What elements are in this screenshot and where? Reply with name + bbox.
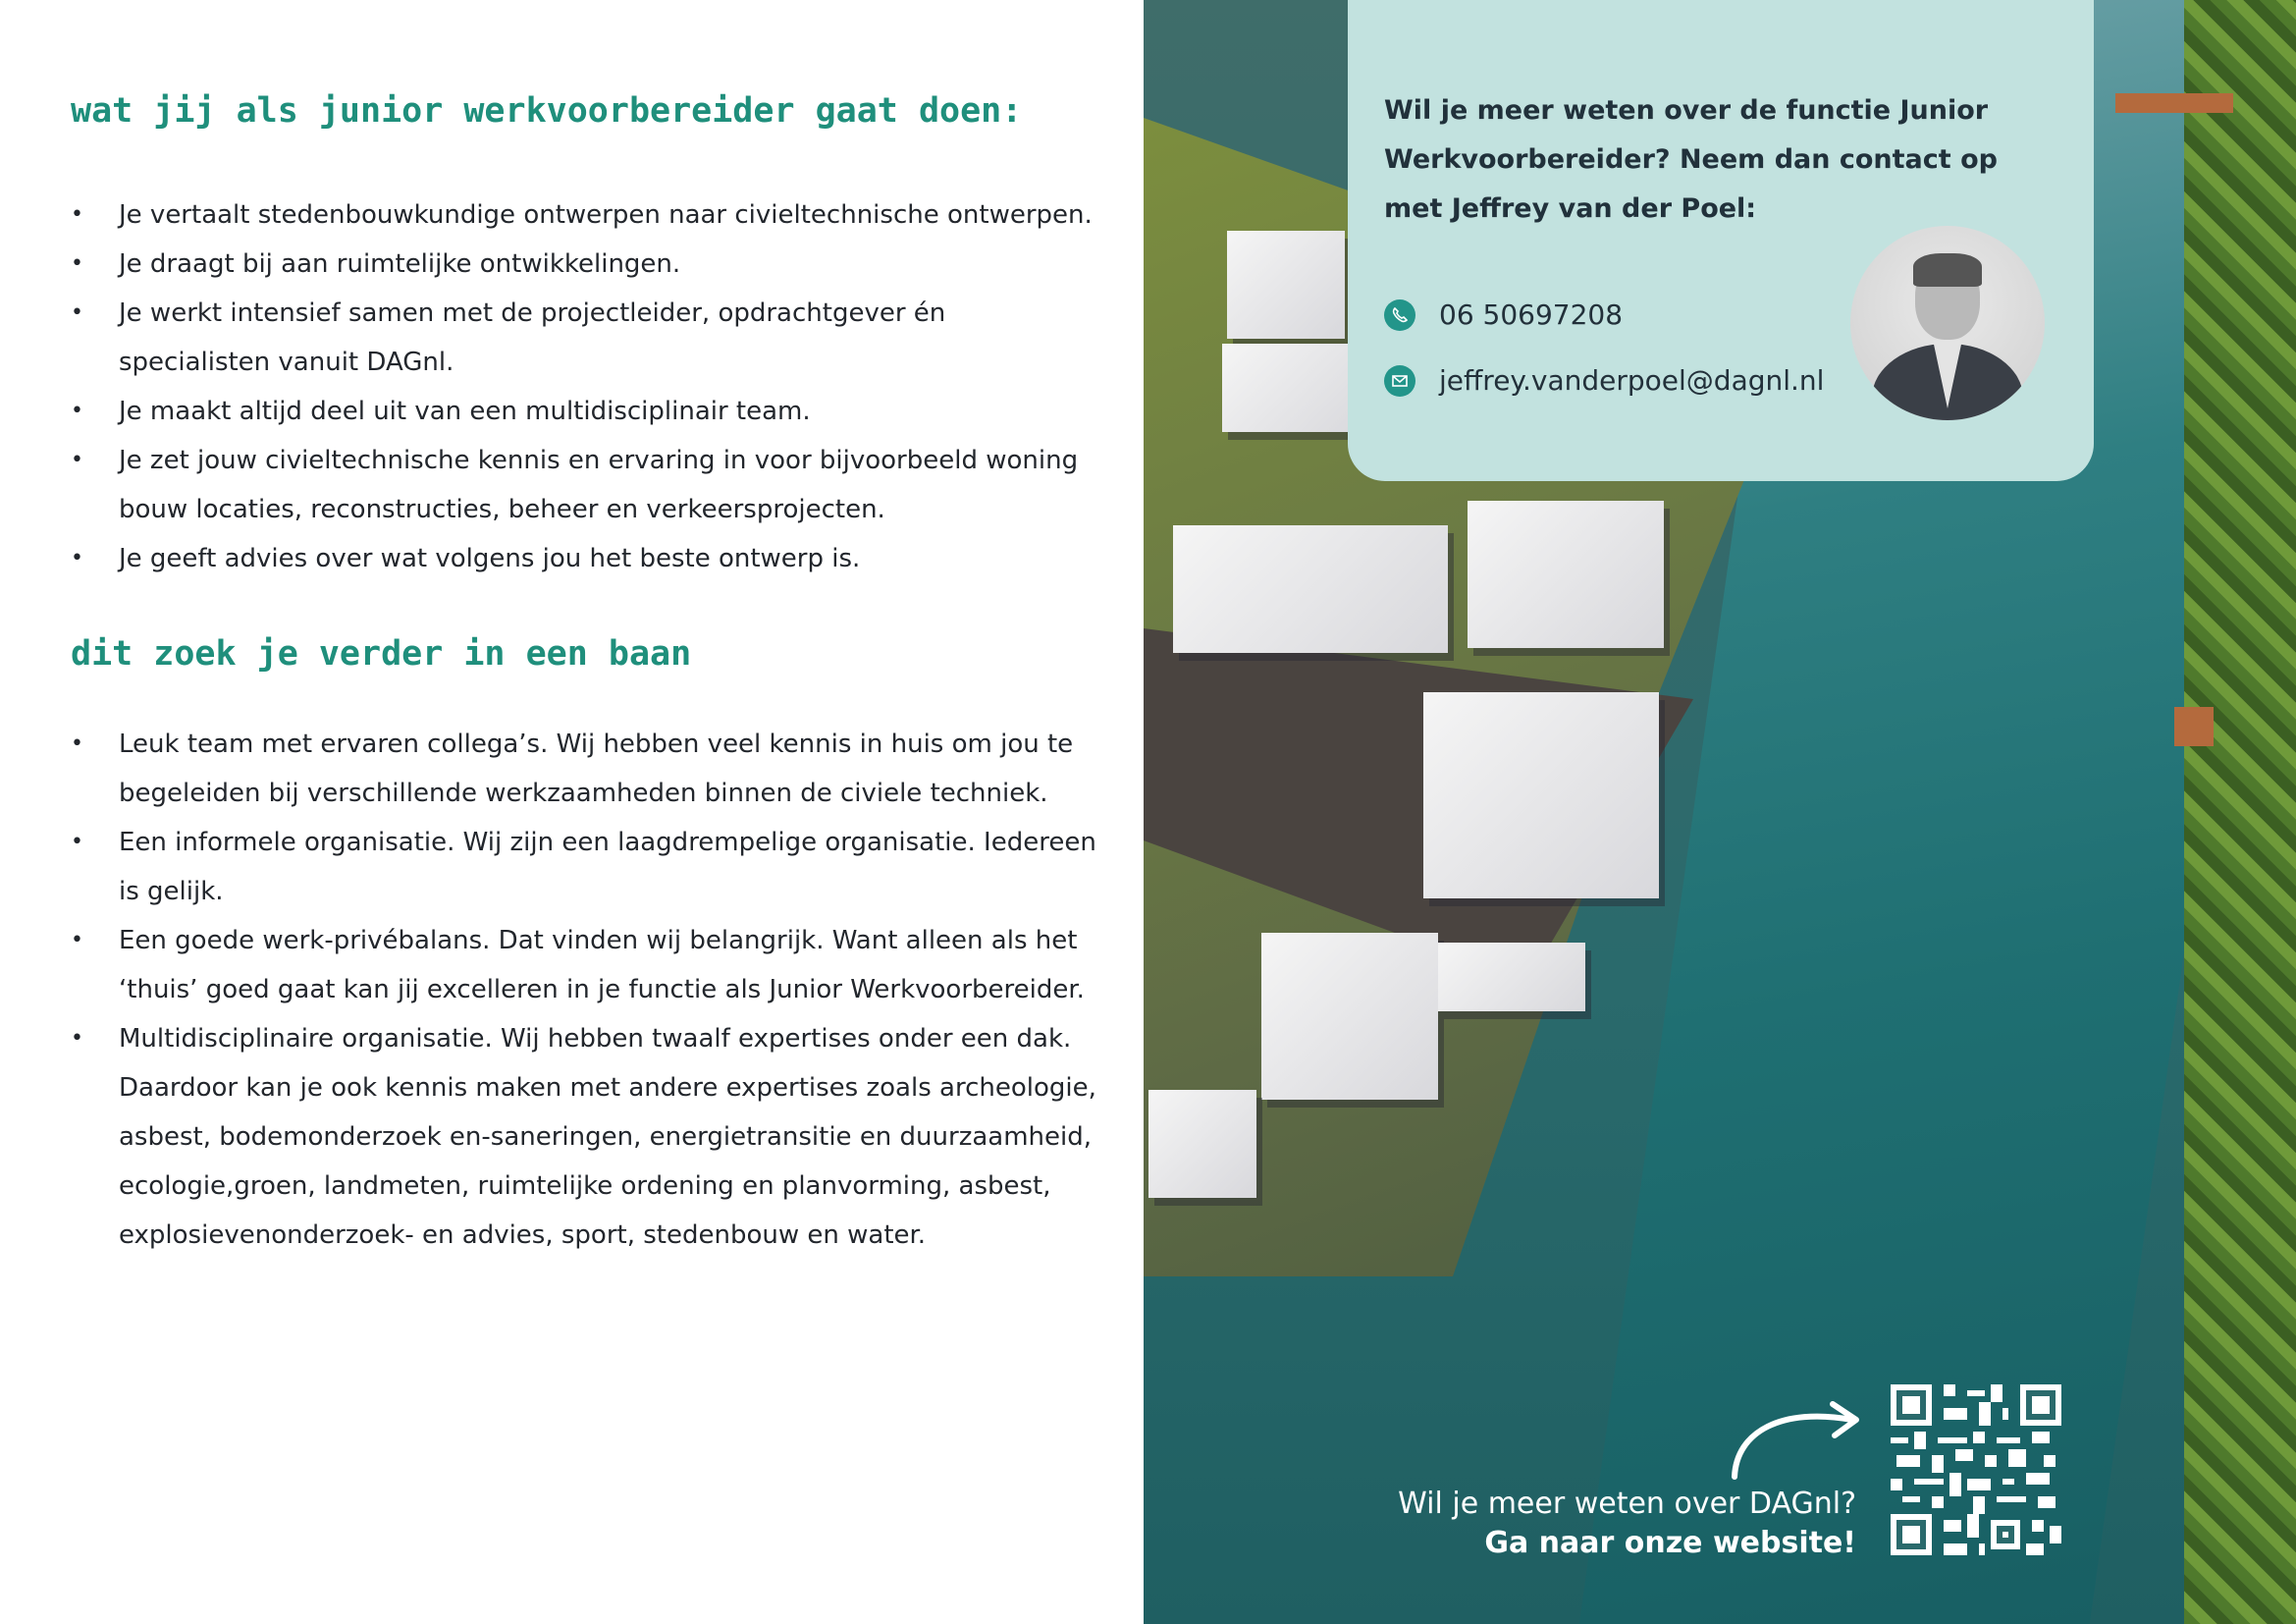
bullet: • xyxy=(71,546,83,570)
bullet: • xyxy=(71,928,83,952)
promo-cta[interactable]: Ga naar onze website! xyxy=(1484,1526,1856,1560)
list-item: • Je werkt intensief samen met de projectleider, opdrachtgever én specialisten vanuit DAGnl. xyxy=(71,289,1101,387)
tasks-list xyxy=(71,190,1101,583)
wishes-heading: dit zoek je verder in een baan xyxy=(71,634,692,674)
list-item: • Je zet jouw civieltechnische kennis en ervaring in voor bijvoorbeeld woning bouw locaties, reconstructies, beheer en verkeersprojecten. xyxy=(71,436,1101,534)
building xyxy=(1148,1090,1256,1198)
list-item: • Een goede werk-privébalans. Dat vinden wij belangrijk. Want alleen als het ‘thuis’ goed gaat kan jij excelleren in je functie als Junior Werkvoorbereider. xyxy=(71,916,1101,1014)
contact-intro: Wil je meer weten over de functie Junior Werkvoorbereider? Neem dan contact op met Jeffrey van der Poel: xyxy=(1384,95,1998,224)
list-item: • Je draagt bij aan ruimtelijke ontwikkelingen. xyxy=(71,240,1101,289)
tasks-heading: wat jij als junior werkvoorbereider gaat doen: xyxy=(71,91,1023,131)
list-item: • Je vertaalt stedenbouwkundige ontwerpen naar civieltechnische ontwerpen. xyxy=(71,190,1101,240)
phone-number[interactable]: 06 50697208 xyxy=(1439,298,1624,331)
building xyxy=(1468,501,1664,648)
dock xyxy=(2174,707,2214,746)
qr-code-icon[interactable] xyxy=(1891,1384,2061,1555)
contact-card xyxy=(1348,0,2094,481)
bullet: • xyxy=(71,731,83,756)
bullet: • xyxy=(71,202,83,227)
building xyxy=(1423,692,1659,898)
tree-line xyxy=(2184,0,2296,1624)
bullet: • xyxy=(71,399,83,423)
promo-line: Wil je meer weten over DAGnl? xyxy=(1398,1487,1856,1521)
bullet: • xyxy=(71,1026,83,1051)
left-page xyxy=(0,0,1144,1624)
mail-icon xyxy=(1384,365,1415,397)
wishes-list xyxy=(71,720,1101,1260)
list-item: • Je geeft advies over wat volgens jou het beste ontwerp is. xyxy=(71,534,1101,583)
bullet: • xyxy=(71,448,83,472)
phone-icon xyxy=(1384,299,1415,331)
list-item: • Leuk team met ervaren collega’s. Wij hebben veel kennis in huis om jou te begeleiden bij verschillende werkzaamheden binnen de civiele techniek. xyxy=(71,720,1101,818)
building xyxy=(1261,933,1438,1100)
contact-avatar xyxy=(1850,226,2045,420)
list-item: • Een informele organisatie. Wij zijn een laagdrempelige organisatie. Iedereen is gelijk. xyxy=(71,818,1101,916)
building xyxy=(1227,231,1345,339)
building xyxy=(1438,943,1585,1011)
bullet: • xyxy=(71,251,83,276)
curved-arrow-icon xyxy=(1723,1392,1870,1481)
bullet: • xyxy=(71,830,83,854)
website-promo[interactable] xyxy=(1398,1485,1856,1563)
dock xyxy=(2115,93,2233,113)
email-address[interactable]: jeffrey.vanderpoel@dagnl.nl xyxy=(1439,364,1825,397)
list-item: • Je maakt altijd deel uit van een multidisciplinair team. xyxy=(71,387,1101,436)
list-item: • Multidisciplinaire organisatie. Wij hebben twaalf expertises onder een dak. Daardoor kan je ook kennis maken met andere expertises zoals archeologie, asbest, bodemonderzoek en-saneringen, energietransitie en duurzaamheid, ecologie,groen, landmeten, ruimtelijke ordening en planvorming, asbest, explosievenonderzoek- en advies, sport, stedenbouw en water. xyxy=(71,1014,1101,1260)
bullet: • xyxy=(71,300,83,325)
building xyxy=(1173,525,1448,653)
phone-row[interactable] xyxy=(1384,298,1623,331)
email-row[interactable] xyxy=(1384,364,1824,397)
